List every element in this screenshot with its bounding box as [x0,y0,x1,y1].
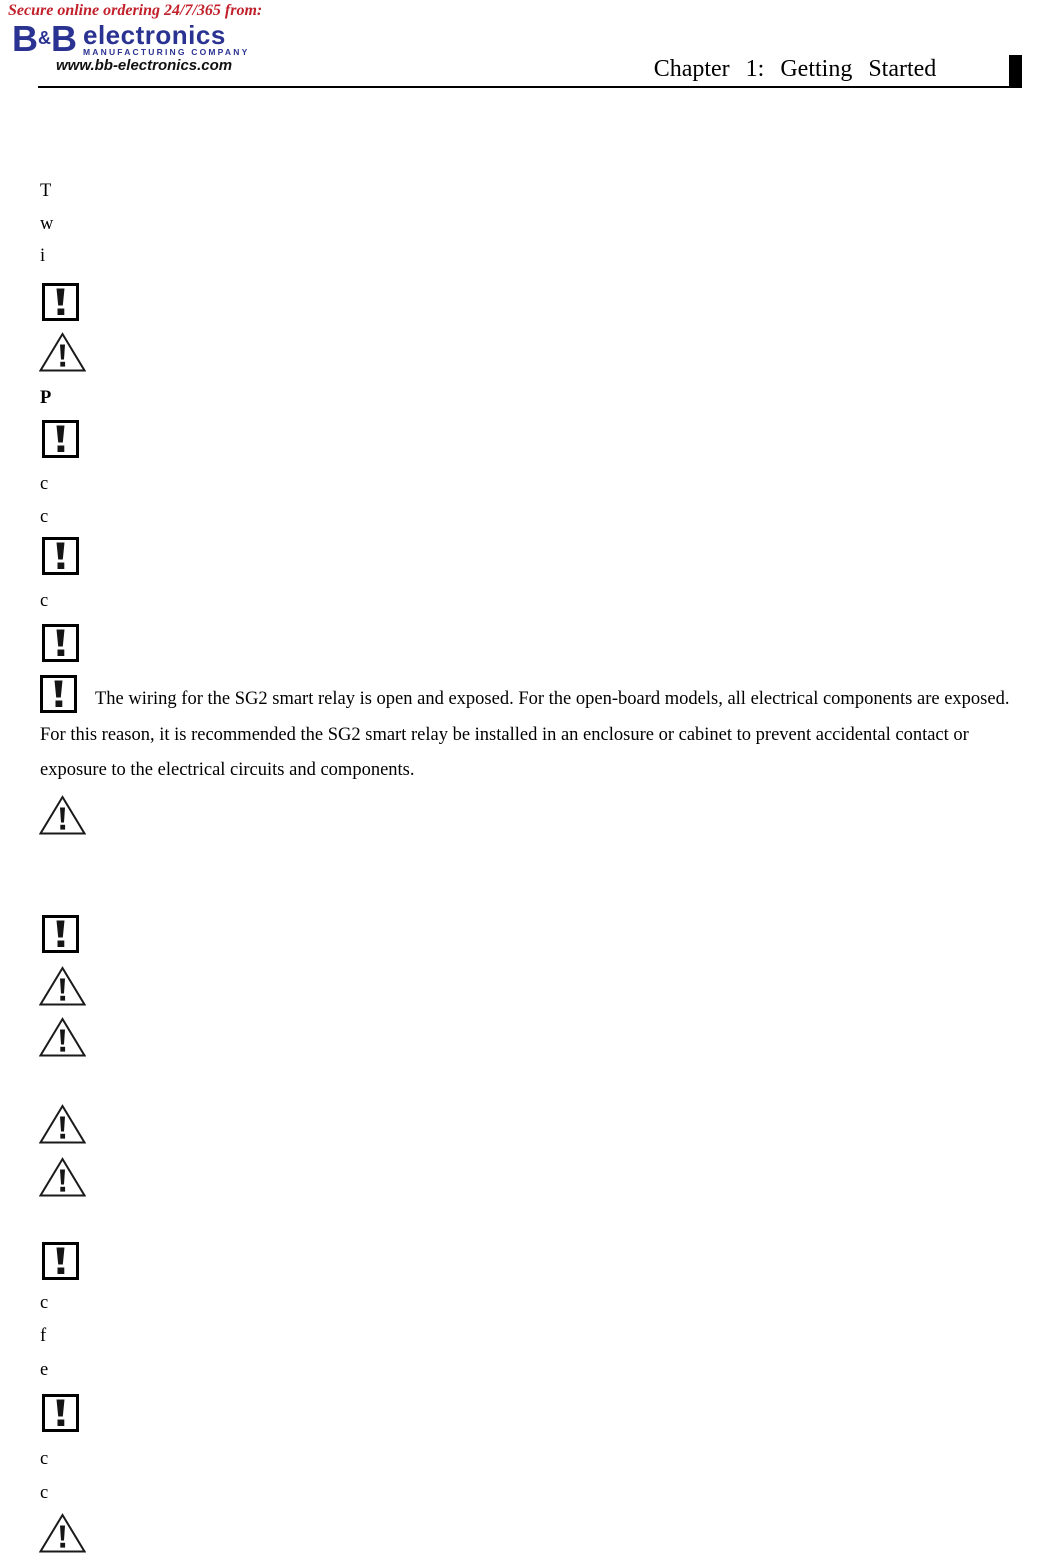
warning-box-icon [42,537,79,575]
logo-letter-b1: B [12,18,37,59]
warning-box-icon [42,1242,79,1280]
warning-box-icon [42,420,79,458]
header-page-marker [1009,55,1022,86]
logo-name: electronics [83,20,226,50]
text-fragment: P [40,388,52,408]
warning-triangle-icon [39,1104,86,1144]
warning-box-icon [42,283,79,321]
logo-letter-b2: B [51,18,76,59]
warning-paragraph-text: The wiring for the SG2 smart relay is open and exposed. For the open-board models, all electrical components are exposed. For this reason, it is recommended the SG2 smart relay be installed in an enclosure or cabinet to prevent accidental contact or exposure to the electrical circuits and components. [40,689,1010,780]
warning-triangle-icon [39,1157,86,1197]
text-fragment: T [40,181,52,201]
bb-electronics-logo [12,18,268,59]
website-url: www.bb-electronics.com [56,57,233,74]
secure-ordering-tagline: Secure online ordering 24/7/365 from: [8,2,263,19]
logo-subtitle: MANUFACTURING COMPANY [83,47,250,57]
text-fragment: c [40,1449,49,1469]
warning-triangle-icon [39,332,86,372]
warning-box-icon [40,689,77,709]
text-fragment: c [40,1483,49,1503]
logo-ampersand: & [38,28,50,48]
text-fragment: c [40,507,49,527]
text-fragment: c [40,1293,49,1313]
warning-box-icon [42,1394,79,1432]
header-rule [38,86,1022,88]
warning-paragraph [40,675,1037,789]
text-fragment: e [40,1360,49,1380]
text-fragment: w [40,214,54,234]
warning-box-icon [42,915,79,953]
text-fragment: c [40,591,49,611]
warning-triangle-icon [39,795,86,835]
warning-triangle-icon [39,1513,86,1553]
text-fragment: i [40,246,46,266]
text-fragment: c [40,474,49,494]
warning-triangle-icon [39,1017,86,1057]
warning-triangle-icon [39,966,86,1006]
chapter-title: Chapter 1: Getting Started [653,56,937,82]
text-fragment: f [40,1326,47,1346]
warning-box-icon [42,624,79,662]
bb-electronics-banner [8,2,268,74]
bb-logo-monogram [12,18,76,59]
logo-wordmark [83,20,250,57]
